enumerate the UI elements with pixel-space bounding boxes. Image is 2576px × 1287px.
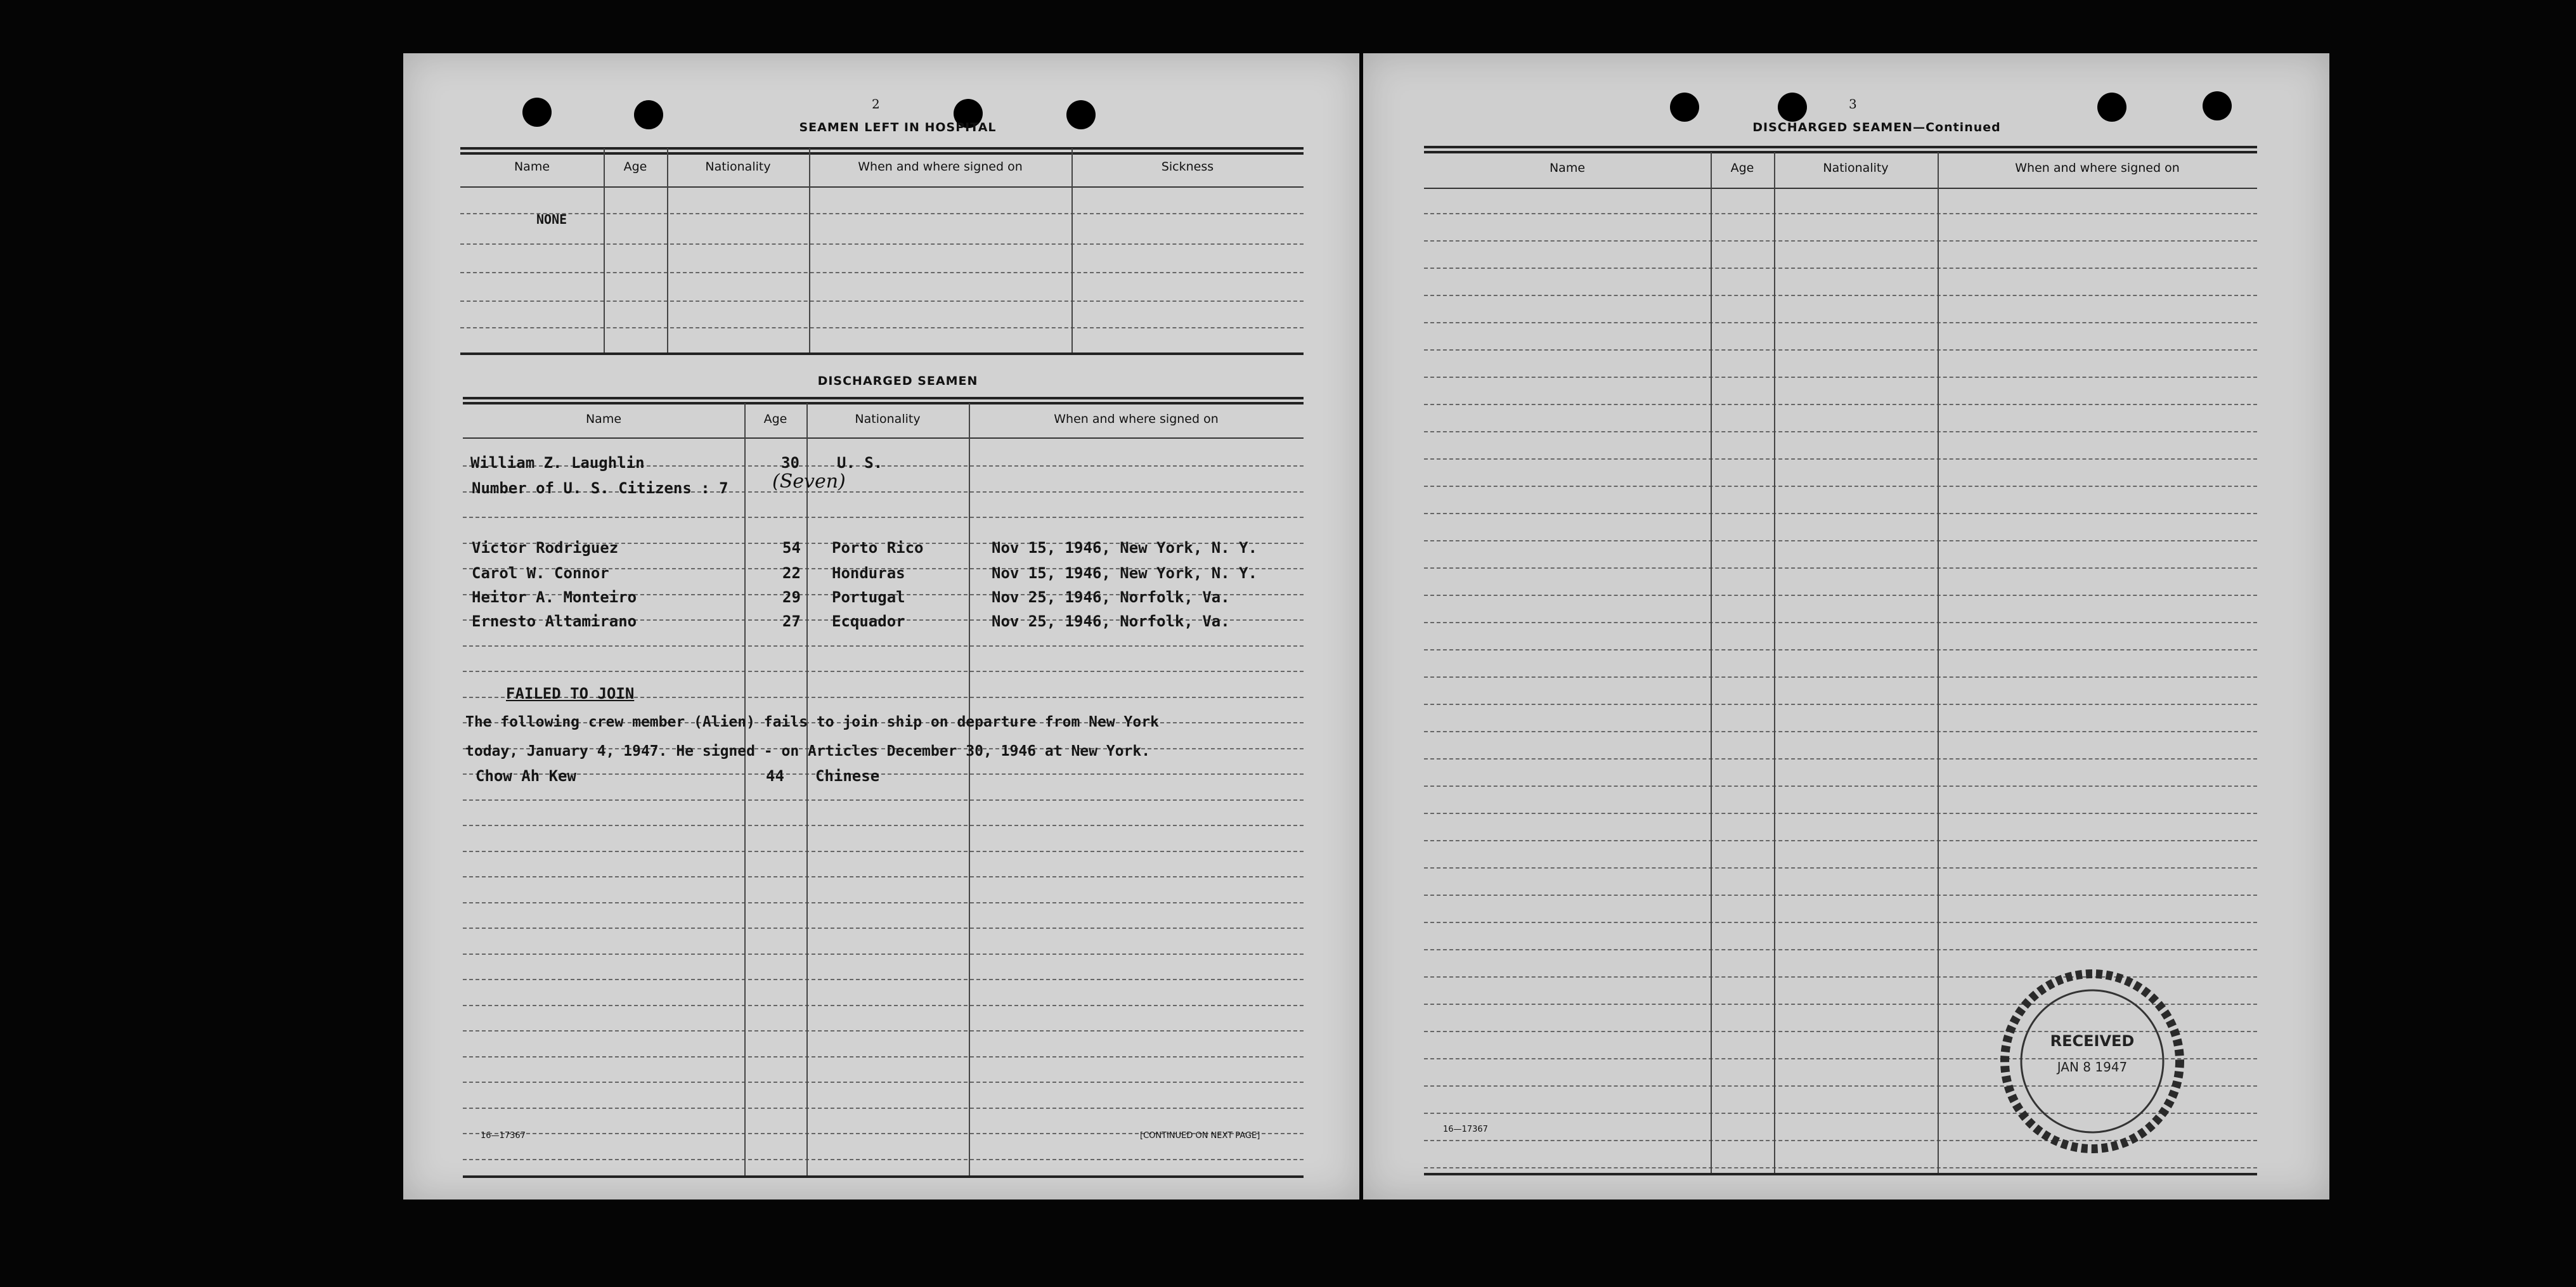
table-rule	[460, 327, 1304, 328]
table-rule	[1424, 704, 2257, 705]
seaman-name: William Z. Laughlin	[470, 454, 645, 472]
column-header-age: Age	[763, 412, 787, 426]
punch-hole	[1670, 93, 1699, 122]
table-rule	[460, 243, 1304, 245]
table-rule	[1424, 431, 2257, 432]
table-rule	[460, 147, 1304, 150]
seaman-name: Carol W. Connor	[472, 564, 609, 582]
table-rule	[463, 799, 1304, 801]
seaman-name: Heitor A. Monteiro	[472, 588, 637, 606]
failed-to-join-heading: FAILED TO JOIN	[506, 685, 635, 702]
table-rule	[1424, 867, 2257, 869]
column-header-name: Name	[585, 412, 622, 426]
table-rule	[463, 1082, 1304, 1083]
table-rule	[1424, 146, 2257, 148]
table-rule	[1424, 922, 2257, 923]
column-divider	[1774, 152, 1775, 1173]
table-rule	[1424, 404, 2257, 405]
punch-hole	[1778, 93, 1807, 122]
citizens-note: Number of U. S. Citizens : 7	[472, 479, 728, 497]
received-stamp	[1997, 966, 2187, 1156]
table-rule	[1424, 1173, 2257, 1175]
seaman-name: Ernesto Altamirano	[472, 612, 637, 630]
table-rule	[463, 437, 1304, 439]
table-rule	[1424, 786, 2257, 787]
table-rule	[463, 1108, 1304, 1109]
table-rule	[1424, 349, 2257, 351]
table-rule	[1424, 1167, 2257, 1168]
table-rule	[460, 272, 1304, 273]
column-divider	[1711, 152, 1712, 1173]
table-rule	[1424, 188, 2257, 189]
column-header-sickness: Sickness	[1161, 160, 1214, 174]
column-divider	[1938, 152, 1939, 1173]
seaman-signed-on: Nov 25, 1946, Norfolk, Va.	[992, 588, 1230, 606]
column-header-name: Name	[1549, 161, 1586, 175]
table-rule	[1424, 567, 2257, 569]
table-rule	[463, 851, 1304, 852]
handwritten-count: (Seven)	[772, 470, 846, 493]
discharged-continued-title: DISCHARGED SEAMEN—Continued	[1752, 120, 2001, 134]
table-rule	[1424, 649, 2257, 650]
table-rule	[460, 152, 1304, 155]
table-rule	[463, 773, 1304, 775]
form-number: 16—17367	[481, 1131, 526, 1141]
table-rule	[463, 1056, 1304, 1057]
table-rule	[1424, 813, 2257, 814]
failed-to-join-text: The following crew member (Alien) fails to join ship on departure from New York	[465, 714, 1159, 730]
column-header-signed-on: When and where signed on	[858, 160, 1023, 174]
table-rule	[1424, 895, 2257, 896]
seaman-signed-on: Nov 25, 1946, Norfolk, Va.	[992, 612, 1230, 630]
seaman-age: 44	[766, 767, 784, 785]
table-rule	[1424, 458, 2257, 460]
table-rule	[460, 186, 1304, 188]
table-rule	[1424, 295, 2257, 296]
table-rule	[1424, 731, 2257, 732]
stamp-received: RECEIVED	[2050, 1032, 2135, 1050]
column-divider	[806, 403, 808, 1175]
table-rule	[463, 645, 1304, 647]
punch-hole	[2203, 91, 2232, 120]
punch-hole	[2097, 93, 2126, 122]
hospital-section-title: SEAMEN LEFT IN HOSPITAL	[799, 120, 997, 134]
table-rule	[1424, 486, 2257, 487]
seaman-name: Victor Rodriguez	[472, 539, 619, 557]
table-rule	[463, 928, 1304, 929]
table-rule	[463, 1175, 1304, 1178]
column-divider	[744, 403, 746, 1175]
table-rule	[460, 213, 1304, 214]
column-header-name: Name	[514, 160, 550, 174]
table-rule	[463, 397, 1304, 399]
table-rule	[1424, 240, 2257, 242]
seaman-nationality: Portugal	[832, 588, 905, 606]
table-rule	[1424, 322, 2257, 323]
table-rule	[1424, 377, 2257, 378]
table-rule	[463, 876, 1304, 877]
seaman-nationality: Porto Rico	[832, 539, 924, 557]
column-header-signed-on: When and where signed on	[2015, 161, 2180, 175]
table-rule	[1424, 595, 2257, 596]
table-rule	[1424, 513, 2257, 514]
table-rule	[460, 352, 1304, 355]
table-rule	[463, 1159, 1304, 1160]
form-number: 16—17367	[1443, 1125, 1488, 1134]
seaman-nationality: Chinese	[815, 767, 880, 785]
table-rule	[1424, 213, 2257, 214]
column-divider	[604, 148, 605, 352]
seaman-age: 54	[782, 539, 801, 557]
table-rule	[463, 671, 1304, 672]
seaman-nationality: U. S.	[837, 454, 883, 472]
continued-note: [CONTINUED ON NEXT PAGE]	[1140, 1131, 1260, 1141]
table-rule	[1424, 622, 2257, 623]
column-divider	[1071, 148, 1073, 352]
table-rule	[1424, 676, 2257, 678]
column-divider	[809, 148, 810, 352]
column-header-nationality: Nationality	[855, 412, 921, 426]
table-rule	[463, 825, 1304, 826]
seaman-age: 22	[782, 564, 801, 582]
punch-hole	[522, 98, 552, 127]
failed-to-join-text: today, January 4, 1947. He signed - on Articles December 30, 1946 at New York.	[465, 743, 1151, 760]
seaman-signed-on: Nov 15, 1946, New York, N. Y.	[992, 564, 1258, 582]
column-header-nationality: Nationality	[705, 160, 771, 174]
table-rule	[1424, 540, 2257, 541]
table-rule	[1424, 758, 2257, 760]
column-header-age: Age	[1730, 161, 1754, 175]
column-divider	[667, 148, 668, 352]
punch-hole	[634, 100, 663, 129]
table-rule	[1424, 840, 2257, 841]
table-rule	[463, 1030, 1304, 1032]
seaman-nationality: Honduras	[832, 564, 905, 582]
right-page	[1363, 53, 2329, 1200]
page-number: 3	[1849, 96, 1857, 112]
table-rule	[463, 402, 1304, 404]
table-rule	[1424, 268, 2257, 269]
table-rule	[463, 954, 1304, 955]
table-rule	[463, 1005, 1304, 1006]
seaman-age: 27	[782, 612, 801, 630]
seaman-name: Chow Ah Kew	[476, 767, 576, 785]
column-divider	[969, 403, 970, 1175]
table-rule	[463, 517, 1304, 518]
column-header-nationality: Nationality	[1823, 161, 1889, 175]
table-rule	[1424, 151, 2257, 153]
discharged-section-title: DISCHARGED SEAMEN	[817, 374, 978, 388]
stamp-date: JAN 8 1947	[2057, 1059, 2128, 1075]
column-header-signed-on: When and where signed on	[1054, 412, 1219, 426]
seaman-age: 29	[782, 588, 801, 606]
table-rule	[463, 979, 1304, 980]
table-rule	[460, 301, 1304, 302]
page-number: 2	[872, 96, 880, 112]
table-rule	[463, 902, 1304, 903]
table-rule	[1424, 949, 2257, 950]
left-page	[403, 53, 1359, 1200]
seaman-age: 30	[781, 454, 799, 472]
hospital-entry: NONE	[536, 212, 567, 227]
seaman-signed-on: Nov 15, 1946, New York, N. Y.	[992, 539, 1258, 557]
seaman-nationality: Ecquador	[832, 612, 905, 630]
column-header-age: Age	[623, 160, 647, 174]
